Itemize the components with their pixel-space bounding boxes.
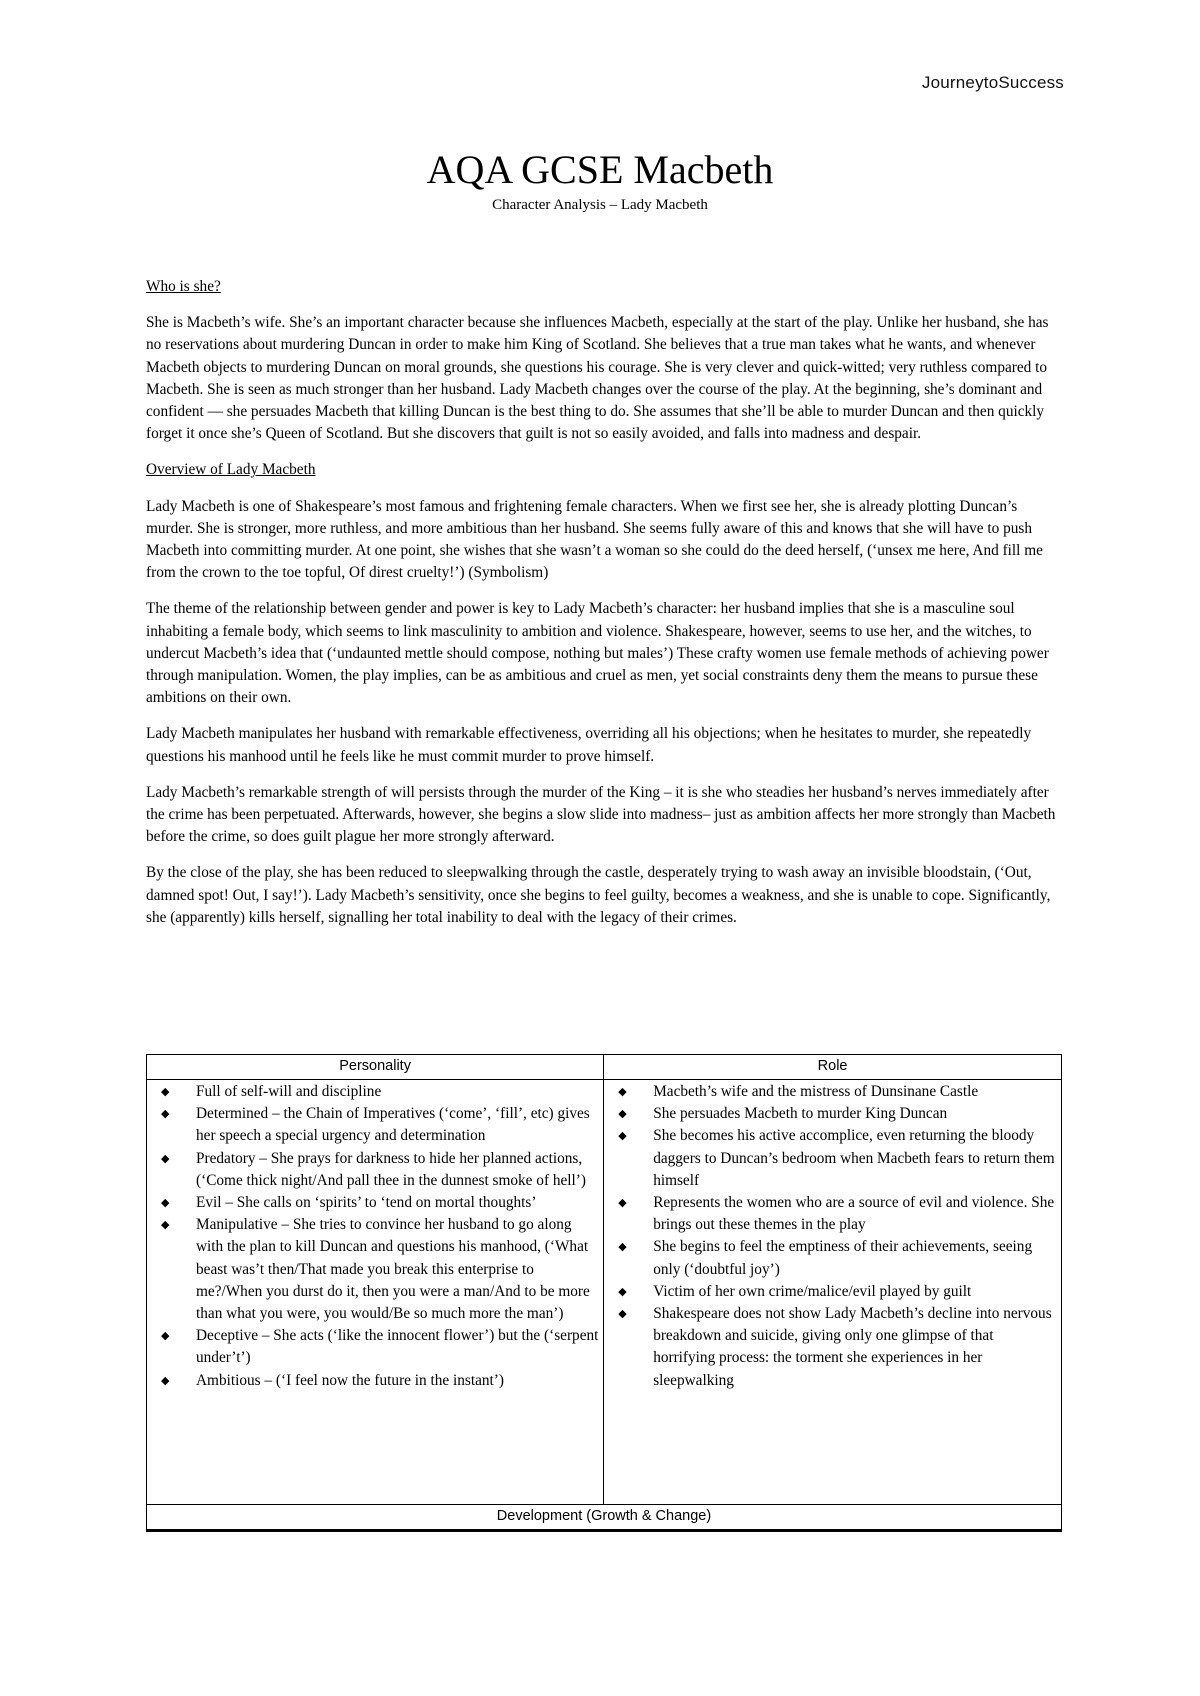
bullet-icon: ◆ [618,1108,627,1121]
bullet-icon: ◆ [161,1197,170,1210]
table-header-row [147,1055,1062,1080]
list-item: ◆ Shakespeare does not show Lady Macbeth’s decline into nervous breakdown and suicide, giving only one glimpse of that horrifying process: the torment she experiences in her sleepwalking [618,1305,1052,1389]
bullet-icon: ◆ [161,1330,170,1343]
table-row [147,1080,1062,1505]
section-heading-who-is-she: Who is she? [146,278,221,295]
page-subtitle: Character Analysis – Lady Macbeth [492,197,708,213]
list-item: ◆ Victim of her own crime/malice/evil played by guilt [608,1281,1057,1303]
bullet-icon: ◆ [161,1108,170,1121]
list-item: ◆ Predatory – She prays for darkness to hide her planned actions, (‘Come thick night/And pall thee in the dunnest smoke of hell’) [161,1149,586,1189]
paragraph-who-is-she: She is Macbeth’s wife. She’s an important character because she influences Macbeth, especially at the start of the play. Unlike her husband, she has no reservations about murdering Duncan in order to make him King of Scotland. She believes that a true man takes what he wants, and whenever Macbeth objects to murdering Duncan on moral grounds, she questions his courage. She is very clever and quick-witted; very ruthless compared to Macbeth. She is seen as much stronger than her husband. Lady Macbeth changes over the course of the play. At the beginning, she’s dominant and confident — she persuades Macbeth that killing Duncan is the best thing to do. She assumes that she’ll be able to murder Duncan and then quickly forget it once she’s Queen of Scotland. But she discovers that guilt is not so easily avoided, and falls into madness and despair. [146,314,1049,443]
list-item: ◆ Represents the women who are a source of evil and violence. She brings out these themes in the play [618,1194,1055,1234]
paragraph-overview-4: Lady Macbeth’s remarkable strength of will persists through the murder of the King – it is she who steadies her husband’s nerves immediately after the crime has been perpetuated. Afterwards, however, she begins a slow slide into madness– just as ambition affects her more strongly than Macbeth before the crime, so does guilt plague her more strongly afterward. [146,783,1056,846]
bullet-icon: ◆ [161,1374,170,1387]
role-list [608,1081,1057,1392]
development-header: Development (Growth & Change) [147,1505,1062,1531]
list-item: ◆ She begins to feel the emptiness of their achievements, seeing only (‘doubtful joy’) [618,1238,1033,1278]
bullet-icon: ◆ [618,1241,627,1254]
list-item: ◆ Manipulative – She tries to convince her husband to go along with the plan to kill Duncan and questions his manhood, (‘What beast was’t then/That made you break this enterprise to me?/When you durst do it, then you were a man/And to be more than what you were, you would/Be so much more the man’) [161,1216,590,1323]
bullet-icon: ◆ [618,1285,627,1298]
table-footer-row [147,1505,1062,1531]
section-heading-overview: Overview of Lady Macbeth [146,461,316,479]
character-table [146,1054,1062,1532]
bullet-icon: ◆ [161,1219,170,1232]
bullet-icon: ◆ [618,1086,627,1098]
list-item: ◆ Determined – the Chain of Imperatives (‘come’, ‘fill’, etc) gives her speech a special urgency and determination [161,1105,590,1145]
list-item: ◆ Macbeth’s wife and the mistress of Dunsinane Castle [608,1081,1057,1103]
column-header-role: Role [604,1055,1062,1080]
list-item: ◆ She persuades Macbeth to murder King Duncan [608,1103,1057,1125]
page-title: AQA GCSE Macbeth [426,147,774,192]
list-item: ◆ Evil – She calls on ‘spirits’ to ‘tend on mortal thoughts’ [151,1192,599,1214]
paragraph-overview-5: By the close of the play, she has been reduced to sleepwalking through the castle, desperately trying to wash away an invisible bloodstain, (‘Out, damned spot! Out, I say!’). Lady Macbeth’s sensitivity, once she begins to feel guilty, becomes a weakness, and she is unable to cope. Significantly, she (apparently) kills herself, signalling her total inability to deal with the legacy of their crimes. [146,864,1051,926]
paragraph-overview-2: The theme of the relationship between gender and power is key to Lady Macbeth’s character: her husband implies that she is a masculine soul inhabiting a female body, which seems to link masculinity to ambition and violence. Shakespeare, however, seems to use her, and the witches, to undercut Macbeth’s idea that (‘undaunted mettle should compose, nothing but males’) These crafty women use female methods of achieving power through manipulation. Women, the play implies, can be as ambitious and cruel as men, yet social constraints deny them the means to pursue these ambitions on their own. [146,600,1049,707]
bullet-icon: ◆ [161,1086,170,1098]
list-item: ◆ She becomes his active accomplice, even returning the bloody daggers to Duncan’s bedroom when Macbeth fears to return them himself [618,1127,1055,1189]
body-text [146,276,1060,943]
bullet-icon: ◆ [618,1197,627,1210]
brand-logo-text: JourneytoSuccess [921,73,1064,92]
paragraph-overview-3: Lady Macbeth manipulates her husband with remarkable effectiveness, overriding all his objections; when he hesitates to murder, she repeatedly questions his manhood until he feels like he must commit murder to prove himself. [146,725,1032,765]
list-item: ◆ Deceptive – She acts (‘like the innocent flower’) but the (‘serpent under’t’) [161,1327,599,1367]
bullet-icon: ◆ [618,1308,627,1321]
list-item: ◆ Ambitious – (‘I feel now the future in the instant’) [151,1370,599,1392]
personality-cell [147,1080,604,1505]
role-cell [604,1080,1062,1505]
paragraph-overview-1: Lady Macbeth is one of Shakespeare’s most famous and frightening female characters. When we first see her, she is already plotting Duncan’s murder. She is stronger, more ruthless, and more ambitious than her husband. She seems fully aware of this and knows that she will have to push Macbeth into committing murder. At one point, she wishes that she wasn’t a woman so she could do the deed herself, (‘unsex me here, And fill me from the crown to the toe topful, Of direst cruelty!’) (Symbolism) [146,497,1043,582]
list-item: ◆ Full of self-will and discipline [151,1081,599,1103]
column-header-personality: Personality [147,1055,604,1080]
personality-list [151,1081,599,1392]
bullet-icon: ◆ [618,1130,627,1143]
bullet-icon: ◆ [161,1152,170,1165]
